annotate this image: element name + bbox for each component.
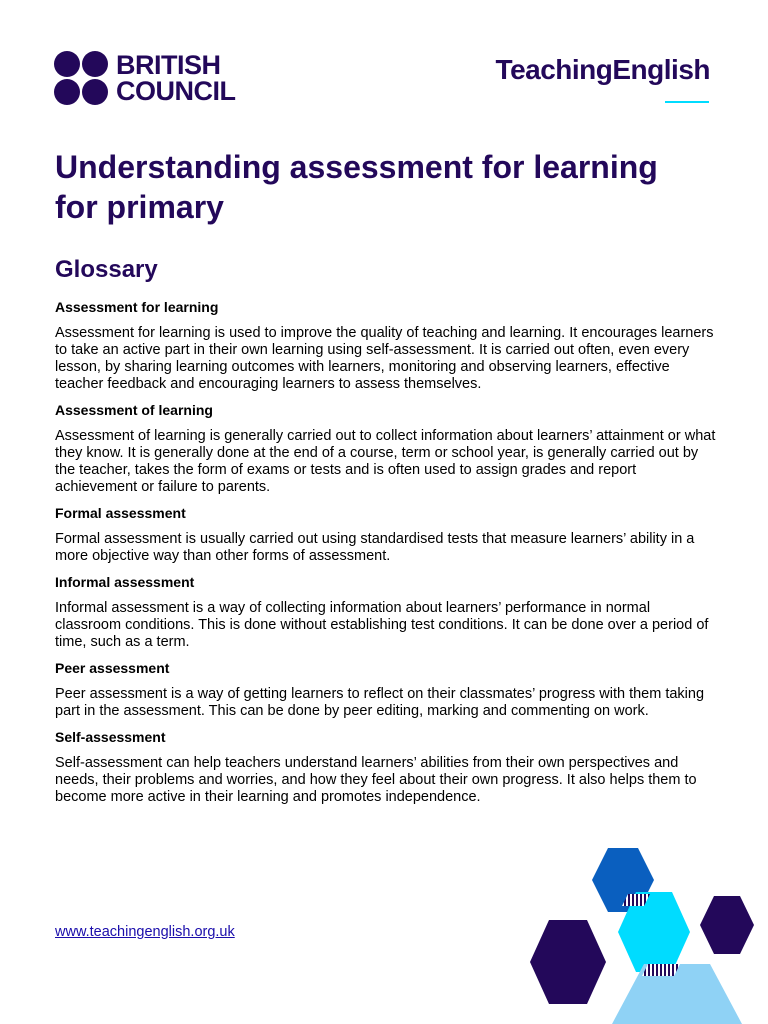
hex-navy-small <box>700 896 754 954</box>
logo-text <box>116 52 236 104</box>
glossary-definition: Assessment for learning is used to improve the quality of teaching and learning. It encourages learners to take an active part in their own learning using self-assessment. It is carried out often, even every lesson, by sharing learning outcomes with learners, monitoring and observing learners, effective teacher feedback and encouraging learners to assess themselves. <box>55 325 714 392</box>
hex-navy-large <box>530 920 606 1004</box>
glossary-entry <box>55 504 720 565</box>
glossary-term: Self-assessment <box>55 729 166 745</box>
glossary-definition: Self-assessment can help teachers understand learners’ abilities from their own perspectives and needs, their problems and worries, and how they feel about their own progress. It also helps them to become more active in their learning and promotes independence. <box>55 755 697 805</box>
footer-url-link[interactable]: www.teachingenglish.org.uk <box>55 924 235 940</box>
glossary-definition: Peer assessment is a way of getting learners to reflect on their classmates’ progress with them taking part in the assessment. This can be done by peer editing, marking and commenting on work. <box>55 686 705 719</box>
glossary-entry <box>55 298 720 393</box>
glossary-term: Formal assessment <box>55 505 186 521</box>
glossary-term: Peer assessment <box>55 660 170 676</box>
logo-line-1: BRITISH <box>116 50 221 80</box>
teachingenglish-brand: TeachingEnglish <box>495 54 710 85</box>
glossary-definition: Formal assessment is usually carried out using standardised tests that measure learners’ ability in a more objective way than other forms of assessment. <box>55 531 695 564</box>
glossary-entry <box>55 659 720 720</box>
glossary-term: Assessment for learning <box>55 299 219 315</box>
hex-stripe-bottom <box>642 964 680 976</box>
glossary-term: Informal assessment <box>55 574 195 590</box>
glossary-definition: Assessment of learning is generally carried out to collect information about learners’ attainment or what they know. It is generally done at the end of a course, term or school year, is generally carried out by the teacher, takes the form of exams or tests and is often used to assign grades and report achievement or failure to parents. <box>55 428 716 495</box>
glossary-term: Assessment of learning <box>55 402 213 418</box>
glossary-entry <box>55 728 720 806</box>
british-council-logo <box>54 51 236 105</box>
logo-dots-icon <box>54 51 108 105</box>
glossary-definition: Informal assessment is a way of collecting information about learners’ performance in normal classroom conditions. This is done without establishing test conditions. It can be done over a period of time, such as a term. <box>55 600 709 650</box>
hex-light-blue <box>612 964 742 1024</box>
glossary-list <box>55 298 720 814</box>
glossary-entry <box>55 401 720 496</box>
page-title: Understanding assessment for learning for primary <box>55 149 658 225</box>
hexagon-decoration-icon <box>520 840 768 1024</box>
section-heading-glossary: Glossary <box>55 256 158 283</box>
brand-underline <box>665 101 709 103</box>
logo-line-2: COUNCIL <box>116 76 236 106</box>
glossary-entry <box>55 573 720 651</box>
